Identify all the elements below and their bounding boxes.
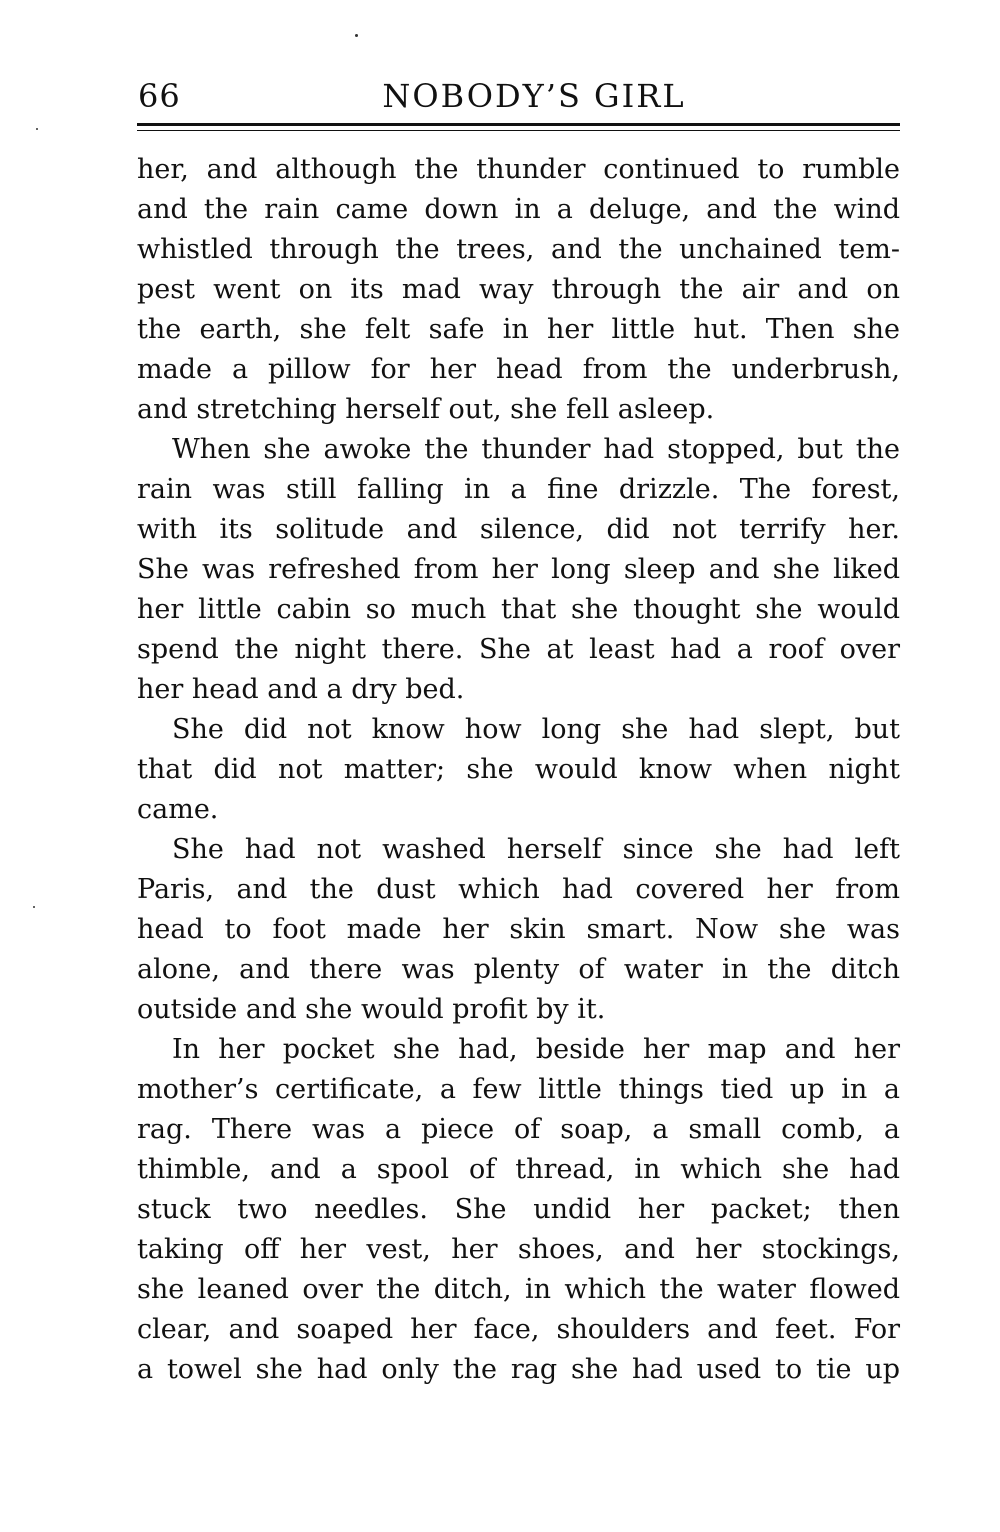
text-line: with its solitude and silence, did not terrify her.: [137, 514, 900, 545]
text-line: and stretching herself out, she fell asleep.: [137, 394, 715, 425]
text-line: the earth, she felt safe in her little hut. Then she: [137, 314, 900, 345]
paragraph: [137, 830, 900, 1030]
print-speck: [355, 34, 358, 37]
text-line: When she awoke the thunder had stopped, but the: [172, 434, 900, 465]
header-rule-thick: [137, 123, 900, 126]
text-line: Paris, and the dust which had covered her from: [137, 874, 900, 905]
text-line: mother’s certificate, a few little things tied up in a: [137, 1074, 900, 1105]
text-line: her head and a dry bed.: [137, 674, 465, 705]
paragraph: [137, 150, 900, 430]
text-line: her, and although the thunder continued to rumble: [137, 154, 900, 185]
text-line: She did not know how long she had slept, but: [172, 714, 900, 745]
text-line: rag. There was a piece of soap, a small comb, a: [137, 1114, 900, 1145]
text-line: stuck two needles. She undid her packet; then: [137, 1194, 900, 1225]
text-line: alone, and there was plenty of water in the ditch: [137, 954, 900, 985]
text-line: head to foot made her skin smart. Now she was: [137, 914, 900, 945]
body-text: [137, 150, 900, 1390]
header-rule-thin: [137, 130, 900, 131]
text-line: and the rain came down in a deluge, and the wind: [137, 194, 900, 225]
text-line: that did not matter; she would know when night: [137, 754, 900, 785]
text-line: a towel she had only the rag she had used to tie up: [137, 1354, 900, 1385]
text-line: her little cabin so much that she thought she would: [137, 594, 900, 625]
paragraph: [137, 710, 900, 830]
page-header: [138, 74, 900, 118]
print-speck: [33, 906, 35, 908]
page-number: 66: [138, 77, 181, 115]
running-title: NOBODY’S GIRL: [382, 77, 686, 115]
text-line: clear, and soaped her face, shoulders and feet. For: [137, 1314, 900, 1345]
text-line: she leaned over the ditch, in which the water flowed: [137, 1274, 900, 1305]
text-line: made a pillow for her head from the underbrush,: [137, 354, 900, 385]
print-speck: [36, 128, 38, 130]
text-line: spend the night there. She at least had a roof over: [137, 634, 900, 665]
text-line: came.: [137, 794, 219, 825]
text-line: pest went on its mad way through the air and on: [137, 274, 900, 305]
text-line: outside and she would profit by it.: [137, 994, 606, 1025]
text-line: In her pocket she had, beside her map and her: [172, 1034, 900, 1065]
text-line: whistled through the trees, and the unchained tem-: [137, 234, 900, 265]
text-line: She had not washed herself since she had left: [172, 834, 900, 865]
text-line: taking off her vest, her shoes, and her stockings,: [137, 1234, 900, 1265]
text-line: She was refreshed from her long sleep and she liked: [137, 554, 900, 585]
text-line: rain was still falling in a fine drizzle. The forest,: [137, 474, 900, 505]
paragraph: [137, 430, 900, 710]
text-line: thimble, and a spool of thread, in which she had: [137, 1154, 900, 1185]
paragraph: [137, 1030, 900, 1390]
